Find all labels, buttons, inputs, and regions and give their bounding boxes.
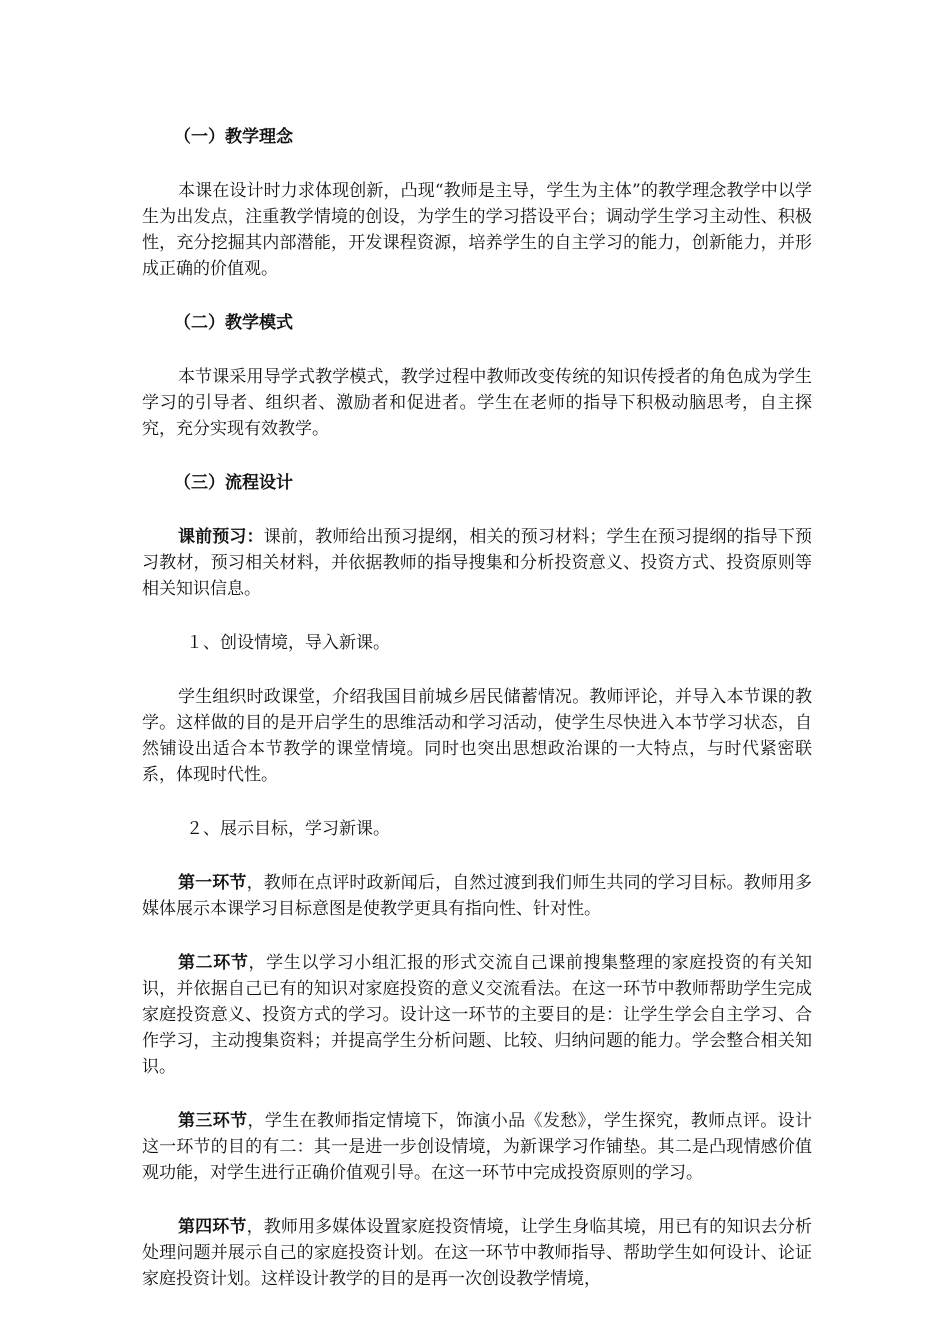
paragraph-link-2 [142, 950, 812, 1080]
section-heading-teaching-mode: （二）教学模式 [174, 313, 293, 333]
paragraph-link-1 [142, 870, 812, 922]
paragraph-link-3 [142, 1108, 812, 1186]
link-4-label: 第四环节 [178, 1217, 247, 1237]
section-heading-process-design: （三）流程设计 [174, 473, 293, 493]
paragraph-teaching-mode: 本节课采用导学式教学模式，教学过程中教师改变传统的知识传授者的角色成为学生学习的引导者、组织者、激励者和促进者。学生在老师的指导下积极动脑思考，自主探究，充分实现有效教学。 [142, 367, 812, 439]
link-3-text: ，学生在教师指定情境下，饰演小品《发愁》，学生探究，教师点评。设计这一环节的目的有二：其一是进一步创设情境，为新课学习作铺垫。其二是凸现情感价值观功能，对学生进行正确价值观引导。在这一环节中完成投资原则的学习。 [142, 1111, 812, 1183]
section-heading-teaching-philosophy: （一）教学理念 [174, 127, 293, 147]
preview-text: 课前，教师给出预习提纲，相关的预习材料；学生在预习提纲的指导下预习教材，预习相关材料，并依据教师的指导搜集和分析投资意义、投资方式、投资原则等相关知识信息。 [142, 527, 813, 599]
link-4-text: ，教师用多媒体设置家庭投资情境，让学生身临其境，用已有的知识去分析处理问题并展示自己的家庭投资计划。在这一环节中教师指导、帮助学生如何设计、论证家庭投资计划。这样设计教学的目的是再一次创设教学情境， [142, 1217, 813, 1289]
link-3-label: 第三环节 [178, 1111, 248, 1131]
step-1-title: １、创设情境，导入新课。 [186, 633, 390, 653]
paragraph-link-4 [142, 1214, 812, 1292]
preview-label: 课前预习： [178, 527, 264, 547]
link-2-label: 第二环节 [178, 953, 249, 973]
link-1-text: ，教师在点评时政新闻后，自然过渡到我们师生共同的学习目标。教师用多媒体展示本课学习目标意图是使教学更具有指向性、针对性。 [142, 873, 813, 919]
step-2-title: ２、展示目标，学习新课。 [186, 819, 390, 839]
paragraph-step-1: 学生组织时政课堂，介绍我国目前城乡居民储蓄情况。教师评论，并导入本节课的教学。这样做的目的是开启学生的思维活动和学习活动，使学生尽快进入本节学习状态，自然铺设出适合本节教学的课堂情境。同时也突出思想政治课的一大特点，与时代紧密联系，体现时代性。 [142, 687, 812, 785]
document-body [142, 124, 812, 1320]
paragraph-preview [142, 524, 812, 602]
link-1-label: 第一环节 [178, 873, 247, 893]
paragraph-teaching-philosophy: 本课在设计时力求体现创新，凸现“教师是主导，学生为主体”的教学理念教学中以学生为出发点，注重教学情境的创设，为学生的学习搭设平台；调动学生学习主动性、积极性，充分挖掘其内部潜能，开发课程资源，培养学生的自主学习的能力，创新能力，并形成正确的价值观。 [142, 181, 812, 279]
link-2-text: ，学生以学习小组汇报的形式交流自己课前搜集整理的家庭投资的有关知识，并依据自己已有的知识对家庭投资的意义交流看法。在这一环节中教师帮助学生完成家庭投资意义、投资方式的学习。设计这一环节的主要目的是：让学生学会自主学习、合作学习，主动搜集资料；并提高学生分析问题、比较、归纳问题的能力。学会整合相关知识。 [142, 953, 812, 1077]
